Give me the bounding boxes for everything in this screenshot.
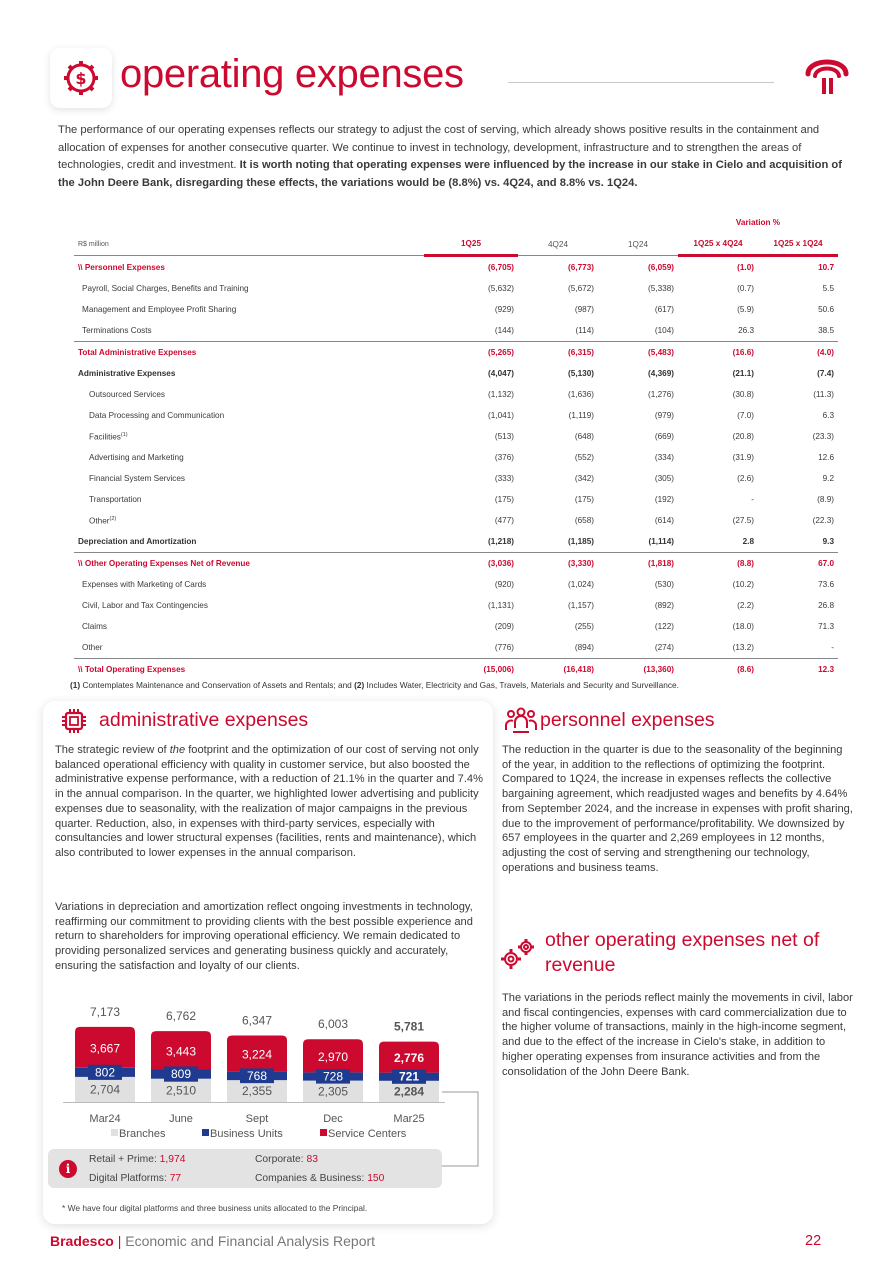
operating-expenses-table (74, 212, 838, 680)
cell-value: (5.9) (737, 305, 754, 314)
cell-value: 12.3 (758, 659, 838, 681)
row-label (74, 342, 424, 364)
cell-value: (8.6) (678, 659, 758, 681)
svg-text:$: $ (75, 69, 87, 88)
table-row (74, 363, 838, 384)
row-label (74, 637, 424, 659)
row-label-text: Terminations Costs (82, 326, 152, 335)
row-label-text: Financial System Services (89, 474, 186, 483)
legend-swatch (111, 1129, 118, 1136)
cell-value: (30.8) (732, 390, 754, 399)
branches-value-label: 2,284 (393, 1084, 425, 1099)
page-title: operating expenses (120, 52, 464, 96)
cell-value: (144) (494, 326, 514, 335)
table-row (74, 553, 838, 575)
cell-value: (617) (654, 305, 674, 314)
cell-value: 12.6 (818, 453, 834, 462)
table-row (74, 278, 838, 299)
table-row (74, 616, 838, 637)
cell-value: (614) (654, 516, 674, 525)
page-number: 22 (805, 1233, 822, 1249)
cell-value: (6,059) (648, 262, 674, 272)
intro-bold-text: It is worth noting that operating expenses were influenced by the increase in our stake in Cielo and acquisition of the John Deere Bank, disregarding these effects, the variations would be (8.8%) vs. 4Q24, and 8.8% vs. 1Q24. (58, 159, 842, 189)
cell-value: (2.2) (737, 601, 754, 610)
table-footnote (70, 680, 679, 690)
footnote-text: Includes Water, Electricity and Gas, Travels, Materials and Security and Surveillance. (364, 680, 679, 690)
cell-value: (16,418) (518, 659, 598, 681)
row-label (74, 426, 424, 447)
row-label-text: Claims (82, 622, 108, 631)
cell-value: 5.5 (822, 284, 834, 293)
cell-value: (0.7) (737, 284, 754, 293)
cell-value: (7.4) (817, 369, 834, 378)
table-row (74, 574, 838, 595)
total-value-label: 6,762 (165, 1009, 197, 1024)
table-row (74, 531, 838, 553)
gears-icon (498, 937, 538, 978)
cell-value: (255) (574, 622, 594, 631)
cell-value: 6.3 (822, 411, 834, 420)
cell-value: (552) (574, 453, 594, 462)
title-divider (508, 82, 774, 83)
cell-value: (305) (654, 474, 674, 483)
cell-value: (669) (654, 432, 674, 441)
row-label-text: Total Administrative Expenses (78, 348, 197, 357)
personnel-expenses-title: personnel expenses (540, 709, 715, 731)
table-row (74, 510, 838, 531)
cell-value: (920) (494, 580, 514, 589)
category-label: Mar24 (89, 1113, 121, 1125)
row-label-text: Other (82, 643, 103, 652)
table-row (74, 447, 838, 468)
unit-label: R$ million (78, 240, 109, 248)
row-label (74, 489, 424, 510)
cell-value: (274) (654, 643, 674, 652)
legend-label: Business Units (210, 1128, 283, 1140)
service-points-chart (55, 1000, 495, 1148)
cell-value: (20.8) (732, 432, 754, 441)
row-label (74, 616, 424, 637)
cell-value: (979) (654, 411, 674, 420)
admin-text: footprint and the optimization of our cost of serving not only balanced operational efficiency with quality in customer service, but also boosted the administrative expense performance, with a reduction of 21.1% in the quarter and 7.4% in the annual comparison. In the quarter, we highlighted lower advertising and publicity expenses due to seasonality, with the realization of major campaigns in the previous quarter. Reduction, also, in expenses with third-party services, especially with consultancies and lower structural expenses (facilities, rents and maintenance), which also contributed to lower expenses in the annual comparison. (55, 744, 483, 859)
table-row (74, 637, 838, 659)
cell-value: 73.6 (818, 580, 834, 589)
cell-value: (4,369) (648, 369, 674, 378)
cell-value: (31.9) (732, 453, 754, 462)
table-row (74, 468, 838, 489)
branches-value-label: 2,704 (89, 1082, 121, 1097)
intro-text: The performance of our operating expenses reflects our strategy to adjust the cost of serving, which already shows positive results in the containment and allocation of expenses for another consecutive quarter. We continue to invest in technology, development, infrastructure and to strengthen the areas of technologies, credit and investment. (58, 124, 820, 171)
admin-paragraph-1 (55, 743, 487, 861)
cell-value: 9.2 (822, 474, 834, 483)
cell-value: (5,672) (568, 284, 594, 293)
cell-value: (1,218) (488, 537, 514, 546)
row-label (74, 659, 424, 681)
cell-value: (8.8) (678, 553, 758, 575)
row-label-text: \\ Other Operating Expenses Net of Revenue (78, 559, 250, 568)
digital-platforms-line (89, 1173, 181, 1184)
cell-value: (1,818) (598, 553, 678, 575)
brand-name: Bradesco (50, 1233, 114, 1249)
row-label-text: Other (89, 516, 110, 526)
row-label (74, 595, 424, 616)
cell-value: 2.8 (742, 537, 754, 546)
cell-value: (5,265) (424, 342, 518, 364)
cell-value: (7.0) (737, 411, 754, 420)
row-label-text: Civil, Labor and Tax Contingencies (82, 601, 208, 610)
report-name: Economic and Financial Analysis Report (125, 1233, 376, 1249)
cell-value: (1.0) (737, 263, 754, 272)
cell-value: (13.2) (732, 643, 754, 652)
cell-value: (5,338) (648, 284, 674, 293)
admin-paragraph-2: Variations in depreciation and amortization reflect ongoing investments in technology, reaffirming our commitment to providing clients with the best possible experience and return to shareholders for improving operational efficiency. We remain dedicated to providing personalized services and generating business quickly and accurately, ensuring the satisfaction and loyalty of our clients. (55, 901, 473, 972)
row-label-text: Transportation (89, 495, 142, 504)
info-label: Companies & Business: (255, 1173, 368, 1184)
cell-value: (3,330) (518, 553, 598, 575)
cell-value: (530) (654, 580, 674, 589)
cell-value: (1,024) (568, 580, 594, 589)
bradesco-logo-icon (802, 52, 852, 103)
row-label-text: Data Processing and Communication (89, 411, 225, 420)
row-label-text: Expenses with Marketing of Cards (82, 580, 207, 589)
cell-value: (1,131) (488, 601, 514, 610)
corporate-line (255, 1154, 318, 1165)
business-units-value-label: 802 (94, 1065, 116, 1080)
info-value: 1,974 (159, 1154, 186, 1165)
cell-value: (175) (494, 495, 514, 504)
info-box (48, 1149, 442, 1188)
footnote-tag: (2) (354, 680, 365, 690)
connector-line (440, 1090, 485, 1170)
legend-label: Service Centers (328, 1128, 407, 1140)
personnel-paragraph: The reduction in the quarter is due to the seasonality of the beginning of the year, in addition to the reflections of optimizing the footprint. Compared to 1Q24, the increase in expenses reflects the collective bargaining agreement, which readjusted wages and benefits by 4.64% from September 2024, and the increase in expenses with profit sharing, due to the improvement of performance/profitability. We downsized by 657 employees in the quarter and 2,269 employees in 12 months, adjusting the cost of serving and strengthening our technology, operations and business teams. (502, 744, 853, 874)
business-units-value-label: 721 (398, 1069, 420, 1084)
row-label-text: Administrative Expenses (78, 369, 176, 378)
cell-value: (2.6) (737, 474, 754, 483)
cell-value: 50.6 (818, 305, 834, 314)
service-centers-value-label: 2,970 (317, 1049, 349, 1064)
info-label: Digital Platforms: (89, 1173, 170, 1184)
col-header: 1Q25 x 1Q24 (758, 233, 838, 256)
cell-value: 67.0 (758, 553, 838, 575)
cell-value: (23.3) (812, 432, 834, 441)
cell-value: (21.1) (732, 369, 754, 378)
table-row (74, 320, 838, 342)
cell-value: (209) (494, 622, 514, 631)
cell-value: (1,636) (568, 390, 594, 399)
cell-value: (333) (494, 474, 514, 483)
col-header: 1Q25 (424, 233, 518, 256)
cell-value: (6,773) (568, 262, 594, 272)
admin-text-em: the (169, 744, 186, 756)
row-label-text: Advertising and Marketing (89, 453, 184, 462)
cell-value: (122) (654, 622, 674, 631)
category-label: Dec (323, 1113, 343, 1125)
row-label-text: Management and Employee Profit Sharing (82, 305, 237, 314)
col-header: 4Q24 (547, 239, 569, 249)
cell-value: - (831, 643, 834, 652)
row-label (74, 278, 424, 299)
row-label-text: Facilities (89, 432, 121, 442)
cell-value: 38.5 (818, 326, 834, 335)
cell-value: (3,036) (424, 553, 518, 575)
cell-value: (776) (494, 643, 514, 652)
table-row (74, 342, 838, 364)
service-centers-value-label: 3,443 (165, 1044, 197, 1059)
table-row (74, 659, 838, 681)
info-value: 77 (169, 1173, 182, 1184)
category-label: Sept (245, 1113, 269, 1125)
col-header: 1Q24 (627, 239, 649, 249)
cell-value: (4.0) (758, 342, 838, 364)
cell-value: (892) (654, 601, 674, 610)
cell-value: (175) (574, 495, 594, 504)
cell-value: (1,114) (648, 537, 674, 546)
info-label: Retail + Prime: (89, 1154, 160, 1165)
cell-value: 10.7 (818, 263, 834, 272)
table-row (74, 426, 838, 447)
total-value-label: 6,347 (241, 1013, 273, 1028)
cell-value: (8.9) (817, 495, 834, 504)
cell-value: (477) (494, 516, 514, 525)
cell-value: (11.3) (813, 390, 834, 399)
intro-paragraph (58, 122, 848, 192)
cell-value: (16.6) (678, 342, 758, 364)
cell-value: (5,130) (568, 369, 594, 378)
row-label (74, 299, 424, 320)
footnote-marker: (1) (120, 431, 128, 438)
branches-value-label: 2,305 (317, 1084, 349, 1099)
row-label (74, 363, 424, 384)
legend-swatch (320, 1129, 327, 1136)
business-units-value-label: 728 (322, 1069, 344, 1084)
info-value: 150 (367, 1173, 385, 1184)
cell-value: (18.0) (732, 622, 754, 631)
row-label (74, 574, 424, 595)
footer-separator: | (113, 1233, 126, 1249)
cell-value: 71.3 (818, 622, 834, 631)
total-value-label: 5,781 (393, 1019, 425, 1034)
business-units-value-label: 768 (246, 1068, 268, 1083)
row-label (74, 468, 424, 489)
cell-value: (929) (494, 305, 514, 314)
row-label (74, 510, 424, 531)
cell-value: 26.3 (738, 326, 754, 335)
business-units-value-label: 809 (170, 1067, 192, 1082)
other-operating-title: other operating expenses net of revenue (545, 929, 820, 976)
cell-value: - (751, 495, 754, 504)
category-label: June (169, 1113, 193, 1125)
admin-expenses-title: administrative expenses (99, 709, 309, 731)
row-label (74, 256, 424, 279)
cell-value: 26.8 (818, 601, 834, 610)
retail-prime-line (89, 1154, 185, 1165)
total-value-label: 7,173 (89, 1004, 121, 1019)
cell-value: (513) (494, 432, 514, 441)
cell-value: (1,132) (488, 390, 514, 399)
table-row (74, 256, 838, 279)
branches-value-label: 2,355 (241, 1084, 273, 1099)
footnote-text: Contemplates Maintenance and Conservation of Assets and Rentals; and (80, 680, 355, 690)
cell-value: (13,360) (598, 659, 678, 681)
cell-value: (114) (575, 326, 594, 335)
footnote-tag: (1) (70, 680, 81, 690)
cell-value: (5,483) (598, 342, 678, 364)
cell-value: (376) (494, 453, 514, 462)
row-label (74, 447, 424, 468)
cell-value: (1,041) (488, 411, 514, 420)
row-label (74, 553, 424, 575)
other-operating-paragraph: The variations in the periods reflect mainly the movements in civil, labor and fiscal contingencies, expenses with card commercialization due to the higher volume of transactions, mainly in the high-income segment, and due to the effect of the increase in Cielo's stake, in addition to higher operating expenses from insurance activities and from the consolidation of the John Deere Bank. (502, 992, 853, 1078)
cell-value: (342) (574, 474, 594, 483)
cell-value: (6,315) (518, 342, 598, 364)
cell-value: (4,047) (488, 369, 514, 378)
row-label-text: \\ Personnel Expenses (78, 262, 165, 272)
branches-value-label: 2,510 (165, 1083, 197, 1098)
row-label (74, 384, 424, 405)
footnote-marker: (2) (109, 515, 117, 522)
info-value: 83 (306, 1154, 318, 1165)
table-row (74, 405, 838, 426)
cell-value: (104) (654, 326, 674, 335)
cell-value: (1,119) (568, 411, 594, 420)
row-label-text: Depreciation and Amortization (78, 537, 197, 546)
table-header-row (74, 233, 838, 256)
cell-value: 9.3 (822, 537, 834, 546)
table-row (74, 489, 838, 510)
cell-value: (192) (654, 495, 674, 504)
cell-value: (1,185) (568, 537, 594, 546)
cell-value: (5,632) (488, 284, 514, 293)
row-label-text: \\ Total Operating Expenses (78, 665, 186, 674)
cell-value: (894) (574, 643, 594, 652)
people-icon (505, 706, 537, 741)
cell-value: (1,157) (568, 601, 594, 610)
cell-value: (15,006) (424, 659, 518, 681)
cell-value: (648) (574, 432, 594, 441)
cell-value: (27.5) (732, 516, 754, 525)
row-label (74, 320, 424, 342)
chart-note: * We have four digital platforms and three business units allocated to the Principal. (62, 1203, 368, 1213)
dollar-gear-icon (50, 48, 112, 108)
row-label (74, 531, 424, 553)
service-centers-value-label: 2,776 (393, 1051, 425, 1066)
row-label (74, 405, 424, 426)
legend-label: Branches (119, 1128, 166, 1140)
cell-value: (6,705) (488, 263, 514, 272)
legend-swatch (202, 1129, 209, 1136)
cell-value: (987) (574, 305, 594, 314)
admin-text: The strategic review of (55, 744, 170, 756)
info-label: Corporate: (255, 1154, 307, 1165)
chip-icon (60, 707, 88, 740)
table-row (74, 595, 838, 616)
table-row (74, 299, 838, 320)
service-centers-value-label: 3,667 (89, 1041, 121, 1056)
cell-value: (1,276) (648, 390, 674, 399)
row-label-text: Outsourced Services (89, 390, 165, 399)
category-label: Mar25 (393, 1113, 425, 1125)
row-label-text: Payroll, Social Charges, Benefits and Training (82, 284, 249, 293)
info-icon: i (59, 1160, 77, 1178)
companies-business-line (255, 1173, 384, 1184)
col-header: 1Q25 x 4Q24 (678, 233, 758, 256)
cell-value: (658) (574, 516, 594, 525)
variation-header: Variation % (735, 218, 781, 227)
table-row (74, 384, 838, 405)
cell-value: (10.2) (732, 580, 754, 589)
total-value-label: 6,003 (317, 1017, 349, 1032)
cell-value: (334) (654, 453, 674, 462)
service-centers-value-label: 3,224 (241, 1047, 273, 1062)
footer-brand (50, 1233, 375, 1249)
cell-value: (22.3) (812, 516, 834, 525)
